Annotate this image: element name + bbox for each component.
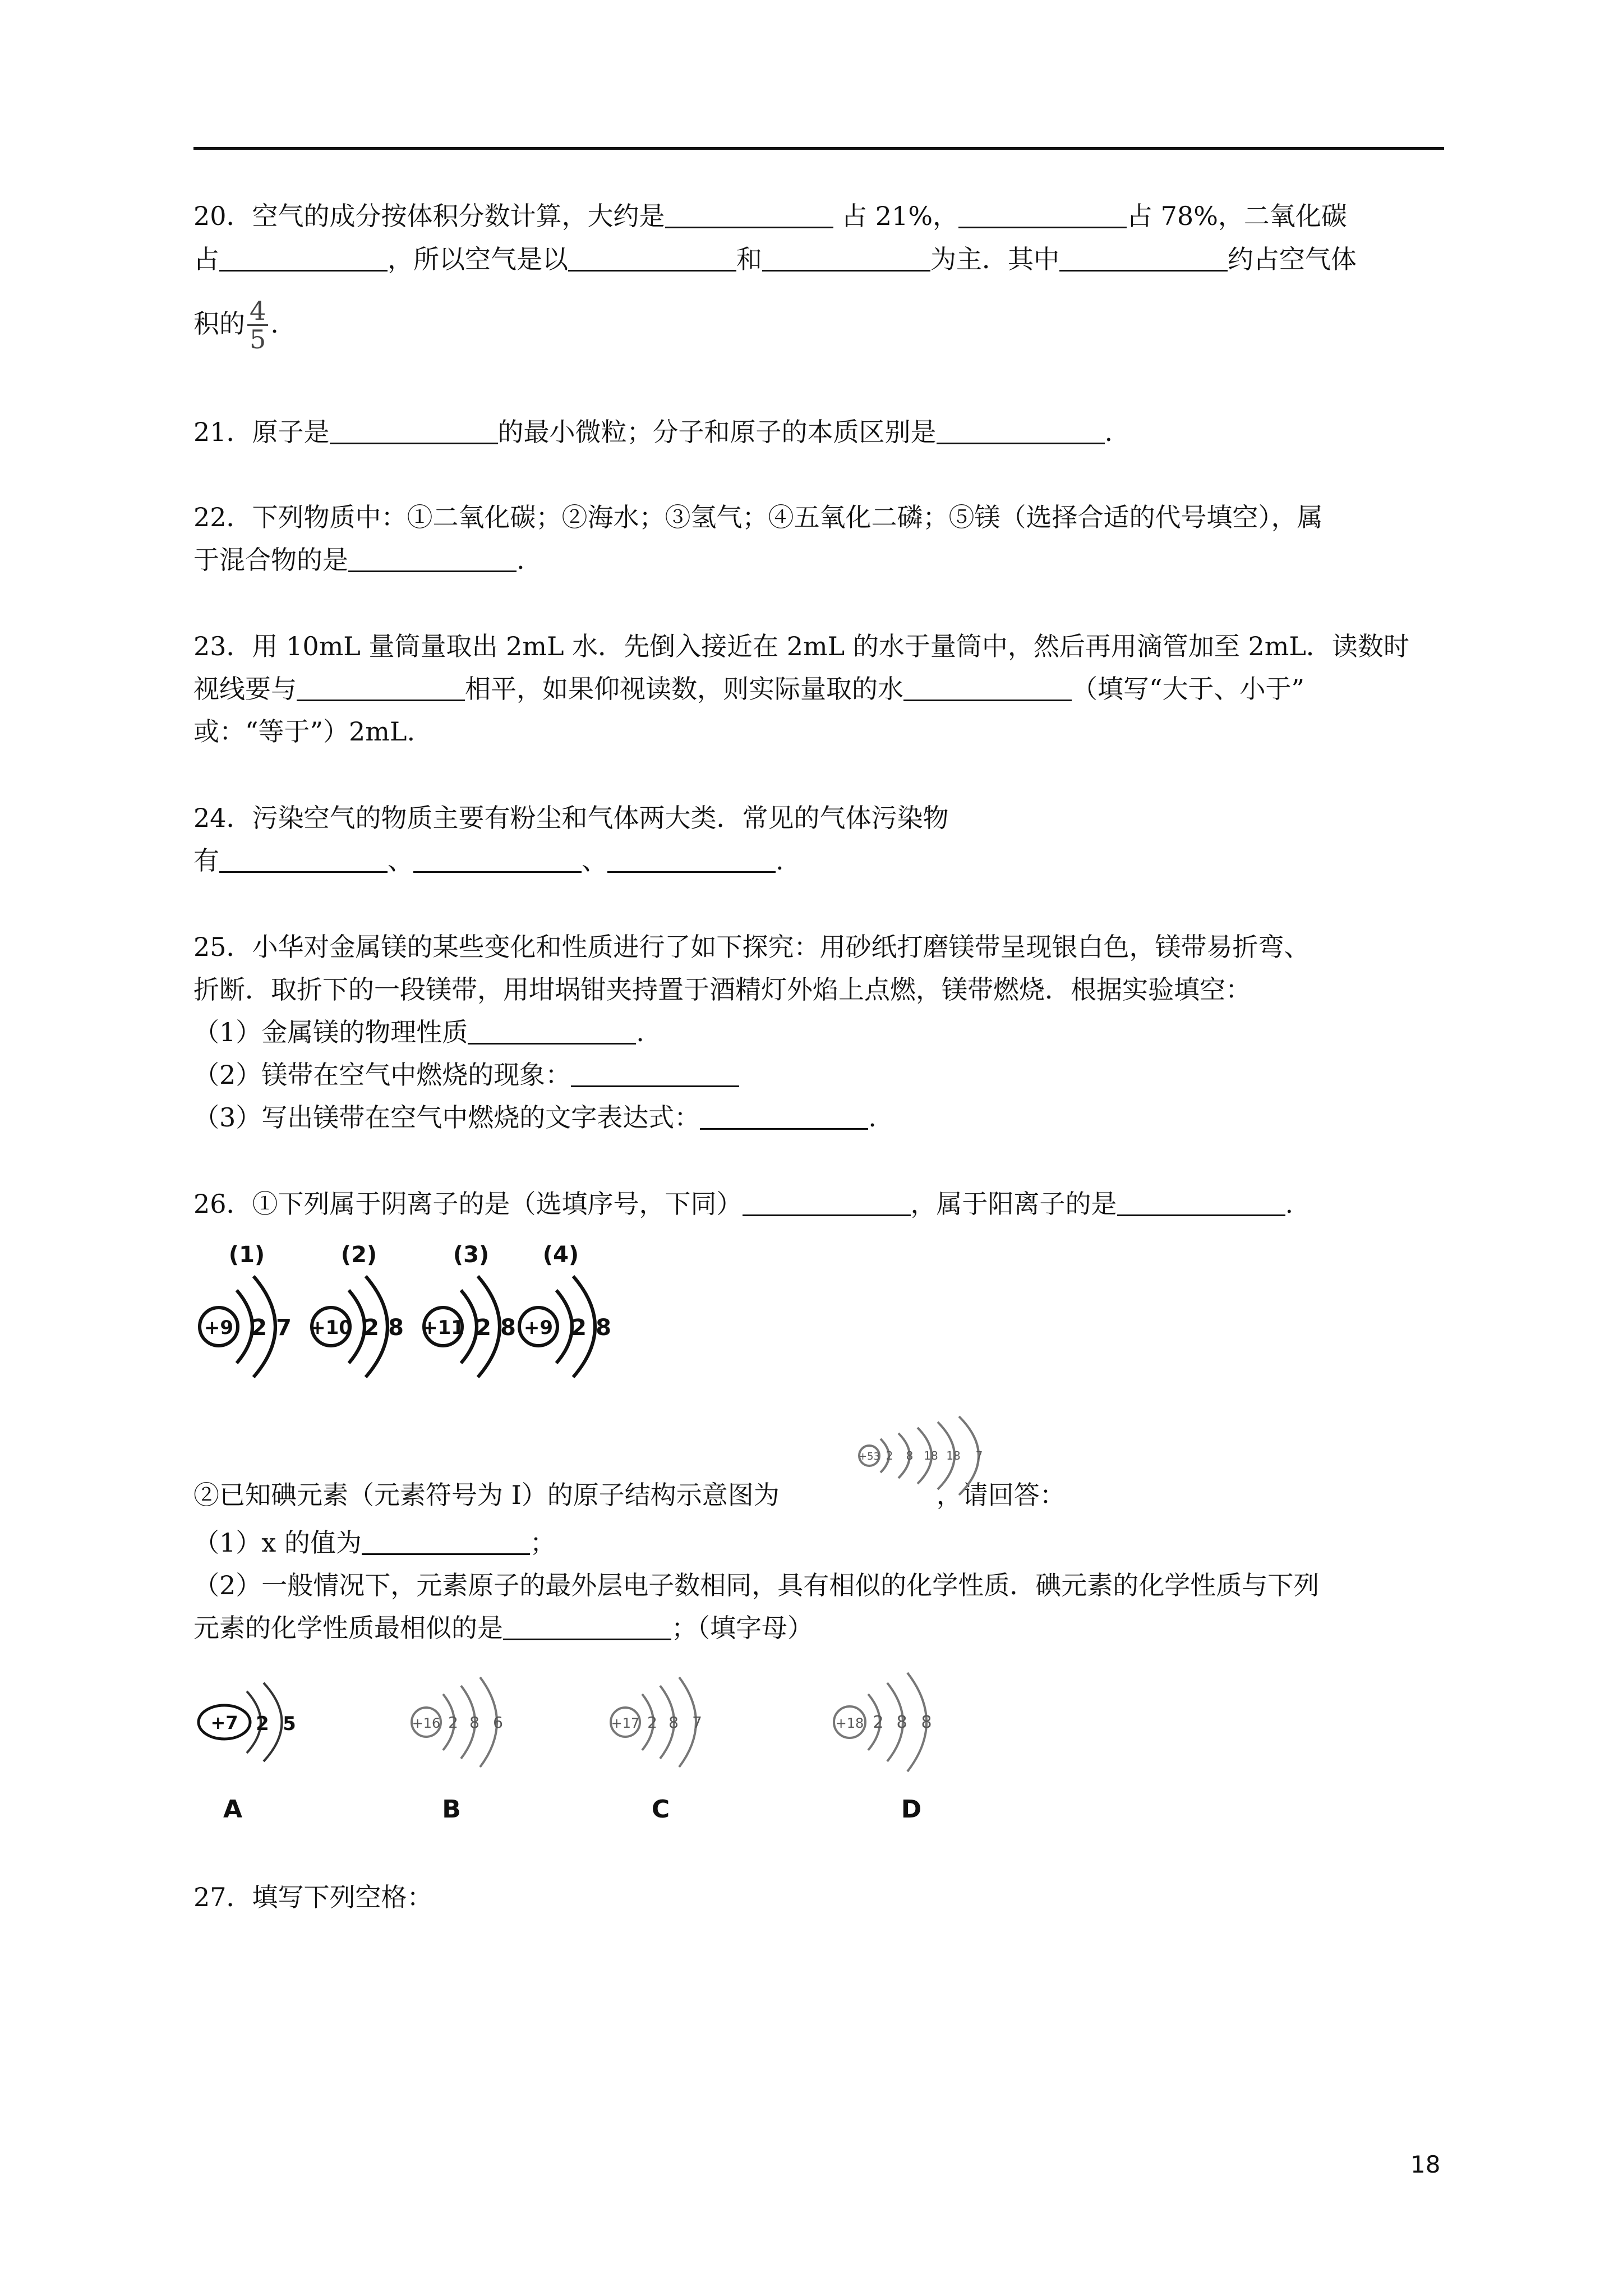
iodine-shell-2: 8 bbox=[906, 1449, 914, 1462]
option-d-shell-3: 8 bbox=[921, 1713, 932, 1732]
option-b-letter: B bbox=[442, 1795, 461, 1824]
q25-line1: 25．小华对金属镁的某些变化和性质进行了如下探究：用砂纸打磨镁带呈现银白色，镁带易折弯、 bbox=[193, 932, 1310, 962]
q23-blank-2[interactable] bbox=[903, 675, 1072, 701]
ion-diagram-2 bbox=[310, 1242, 404, 1377]
q24-blank-3[interactable] bbox=[607, 846, 776, 873]
q20-blank-5[interactable] bbox=[762, 245, 930, 272]
q20-line2: 占 ，所以空气是以 和 为主．其中 约占空气体 bbox=[193, 244, 1357, 274]
q21-blank-1[interactable] bbox=[330, 418, 498, 444]
ion-nucleus-1: +9 bbox=[204, 1317, 234, 1339]
q21-line1: 21．原子是 的最小微粒；分子和原子的本质区别是 . bbox=[193, 417, 1113, 447]
option-c-shell-2: 8 bbox=[668, 1713, 679, 1732]
q24-line2: 有 、 、 . bbox=[193, 845, 784, 876]
q26-blank-2[interactable] bbox=[1117, 1190, 1285, 1216]
q25-sub2: （2）镁带在空气中燃烧的现象： bbox=[193, 1058, 739, 1092]
ion-shell-2-2: 8 bbox=[388, 1315, 404, 1341]
option-d-letter: D bbox=[901, 1795, 922, 1824]
iodine-nucleus: +53 bbox=[859, 1451, 880, 1462]
ion-diagram-3 bbox=[422, 1242, 516, 1377]
option-atom-diagrams bbox=[191, 1660, 1004, 1829]
q21-blank-2[interactable] bbox=[937, 418, 1105, 444]
option-a-letter: A bbox=[223, 1795, 243, 1824]
option-b-shell-3: 6 bbox=[493, 1713, 503, 1732]
ion-shell-4-1: 2 bbox=[571, 1315, 587, 1341]
q25-line2: 折断．取折下的一段镁带，用坩埚钳夹持置于酒精灯外焰上点燃，镁带燃烧．根据实验填空： bbox=[193, 974, 1251, 1005]
option-c-shell-1: 2 bbox=[647, 1713, 657, 1732]
q24-line1: 24．污染空气的物质主要有粉尘和气体两大类．常见的气体污染物 bbox=[193, 803, 949, 833]
option-diagram-b bbox=[412, 1677, 503, 1767]
q26-blank-3[interactable] bbox=[362, 1529, 530, 1555]
q20-blank-3[interactable] bbox=[219, 245, 388, 272]
q26-line1: 26．①下列属于阴离子的是（选填序号，下同） ，属于阳离子的是 . bbox=[193, 1189, 1294, 1219]
q20-blank-4[interactable] bbox=[568, 245, 736, 272]
ion-shell-4-2: 8 bbox=[596, 1315, 611, 1341]
q20-line1: 20．空气的成分按体积分数计算，大约是 占 21%， 占 78%，二氧化碳 bbox=[193, 201, 1347, 231]
option-a-shell-2: 5 bbox=[283, 1713, 296, 1735]
q20-blank-2[interactable] bbox=[958, 202, 1127, 228]
q20-line3: 积的 $\frac{4}{5}$ . bbox=[193, 296, 279, 355]
iodine-shell-1: 2 bbox=[886, 1449, 893, 1462]
option-diagram-a bbox=[199, 1683, 296, 1824]
q25-blank-3[interactable] bbox=[700, 1103, 868, 1130]
fraction-four-fifths: $\frac{4}{5}$ bbox=[247, 297, 268, 353]
option-c-shell-3: 7 bbox=[692, 1713, 702, 1732]
q25-sub1: （1）金属镁的物理性质 . bbox=[193, 1017, 644, 1047]
q23-line1: 23．用 10mL 量筒量取出 2mL 水．先倒入接近在 2mL 的水于量筒中，然后再用滴管加至 2mL．读数时 bbox=[193, 631, 1409, 661]
iodine-shell-5: 7 bbox=[975, 1449, 983, 1462]
ion-nucleus-3: +11 bbox=[422, 1317, 464, 1339]
ion-label-1: (1) bbox=[228, 1242, 265, 1268]
option-a-nucleus: +7 bbox=[210, 1712, 238, 1733]
q22-line2: 于混合物的是 . bbox=[193, 545, 525, 575]
ion-diagram-4 bbox=[519, 1242, 611, 1377]
q25-sub3: （3）写出镁带在空气中燃烧的文字表达式： . bbox=[193, 1102, 877, 1133]
q26-iodine-line: ②已知碘元素（元素符号为 I）的原子结构示意图为 ，请回答： bbox=[193, 1480, 1066, 1510]
option-d-shell-2: 8 bbox=[896, 1713, 907, 1732]
q23-line2: 视线要与 相平，如果仰视读数，则实际量取的水 （填写“大于、小于” bbox=[193, 674, 1305, 704]
ion-label-4: (4) bbox=[542, 1242, 579, 1268]
q20-blank-1[interactable] bbox=[665, 202, 833, 228]
q27-line1: 27．填写下列空格： bbox=[193, 1882, 433, 1912]
q25-blank-1[interactable] bbox=[468, 1018, 636, 1045]
iodine-atom-diagram bbox=[852, 1414, 1021, 1498]
page-number: 18 bbox=[1410, 2151, 1441, 2178]
iodine-shell-3: 18 bbox=[924, 1449, 938, 1462]
ion-shell-1-1: 2 bbox=[251, 1315, 267, 1341]
ion-nucleus-4: +9 bbox=[523, 1317, 554, 1339]
q22-line1: 22．下列物质中：①二氧化碳；②海水；③氢气；④五氧化二磷；⑤镁（选择合适的代号填空），属 bbox=[193, 502, 1323, 532]
ion-structure-diagrams bbox=[191, 1234, 639, 1402]
option-b-shell-2: 8 bbox=[469, 1713, 479, 1732]
q24-blank-2[interactable] bbox=[413, 846, 582, 873]
ion-nucleus-2: +10 bbox=[310, 1317, 352, 1339]
q26-sub1: （1）x 的值为 ； bbox=[193, 1527, 556, 1558]
header-rule bbox=[193, 147, 1444, 150]
option-d-nucleus: +18 bbox=[835, 1715, 864, 1731]
ion-label-3: (3) bbox=[453, 1242, 490, 1268]
iodine-shell-4: 18 bbox=[946, 1449, 961, 1462]
q26-sub2-line1: （2）一般情况下，元素原子的最外层电子数相同，具有相似的化学性质．碘元素的化学性质与下列 bbox=[193, 1570, 1320, 1600]
ion-shell-2-1: 2 bbox=[363, 1315, 379, 1341]
option-a-shell-1: 2 bbox=[256, 1713, 269, 1735]
ion-shell-3-2: 8 bbox=[500, 1315, 516, 1341]
ion-shell-1-2: 7 bbox=[276, 1315, 292, 1341]
q26-sub2-line2: 元素的化学性质最相似的是 ；（填字母） bbox=[193, 1613, 813, 1643]
q26-blank-1[interactable] bbox=[743, 1190, 911, 1216]
q25-blank-2[interactable] bbox=[571, 1061, 739, 1087]
q26-blank-4[interactable] bbox=[503, 1614, 671, 1640]
option-d-shell-1: 2 bbox=[873, 1713, 884, 1732]
q23-blank-1[interactable] bbox=[297, 675, 465, 701]
option-diagram-c bbox=[611, 1677, 702, 1767]
q22-blank-1[interactable] bbox=[348, 546, 517, 572]
option-diagram-d bbox=[834, 1673, 932, 1772]
option-c-nucleus: +17 bbox=[611, 1715, 640, 1731]
q20-blank-6[interactable] bbox=[1059, 245, 1228, 272]
option-b-nucleus: +16 bbox=[412, 1715, 441, 1731]
ion-label-2: (2) bbox=[340, 1242, 377, 1268]
q24-blank-1[interactable] bbox=[219, 846, 388, 873]
option-c-letter: C bbox=[651, 1795, 670, 1824]
option-b-shell-1: 2 bbox=[448, 1713, 458, 1732]
q23-line3: 或：“等于”）2mL. bbox=[193, 716, 416, 747]
ion-shell-3-1: 2 bbox=[476, 1315, 491, 1341]
ion-diagram-1 bbox=[200, 1242, 292, 1377]
